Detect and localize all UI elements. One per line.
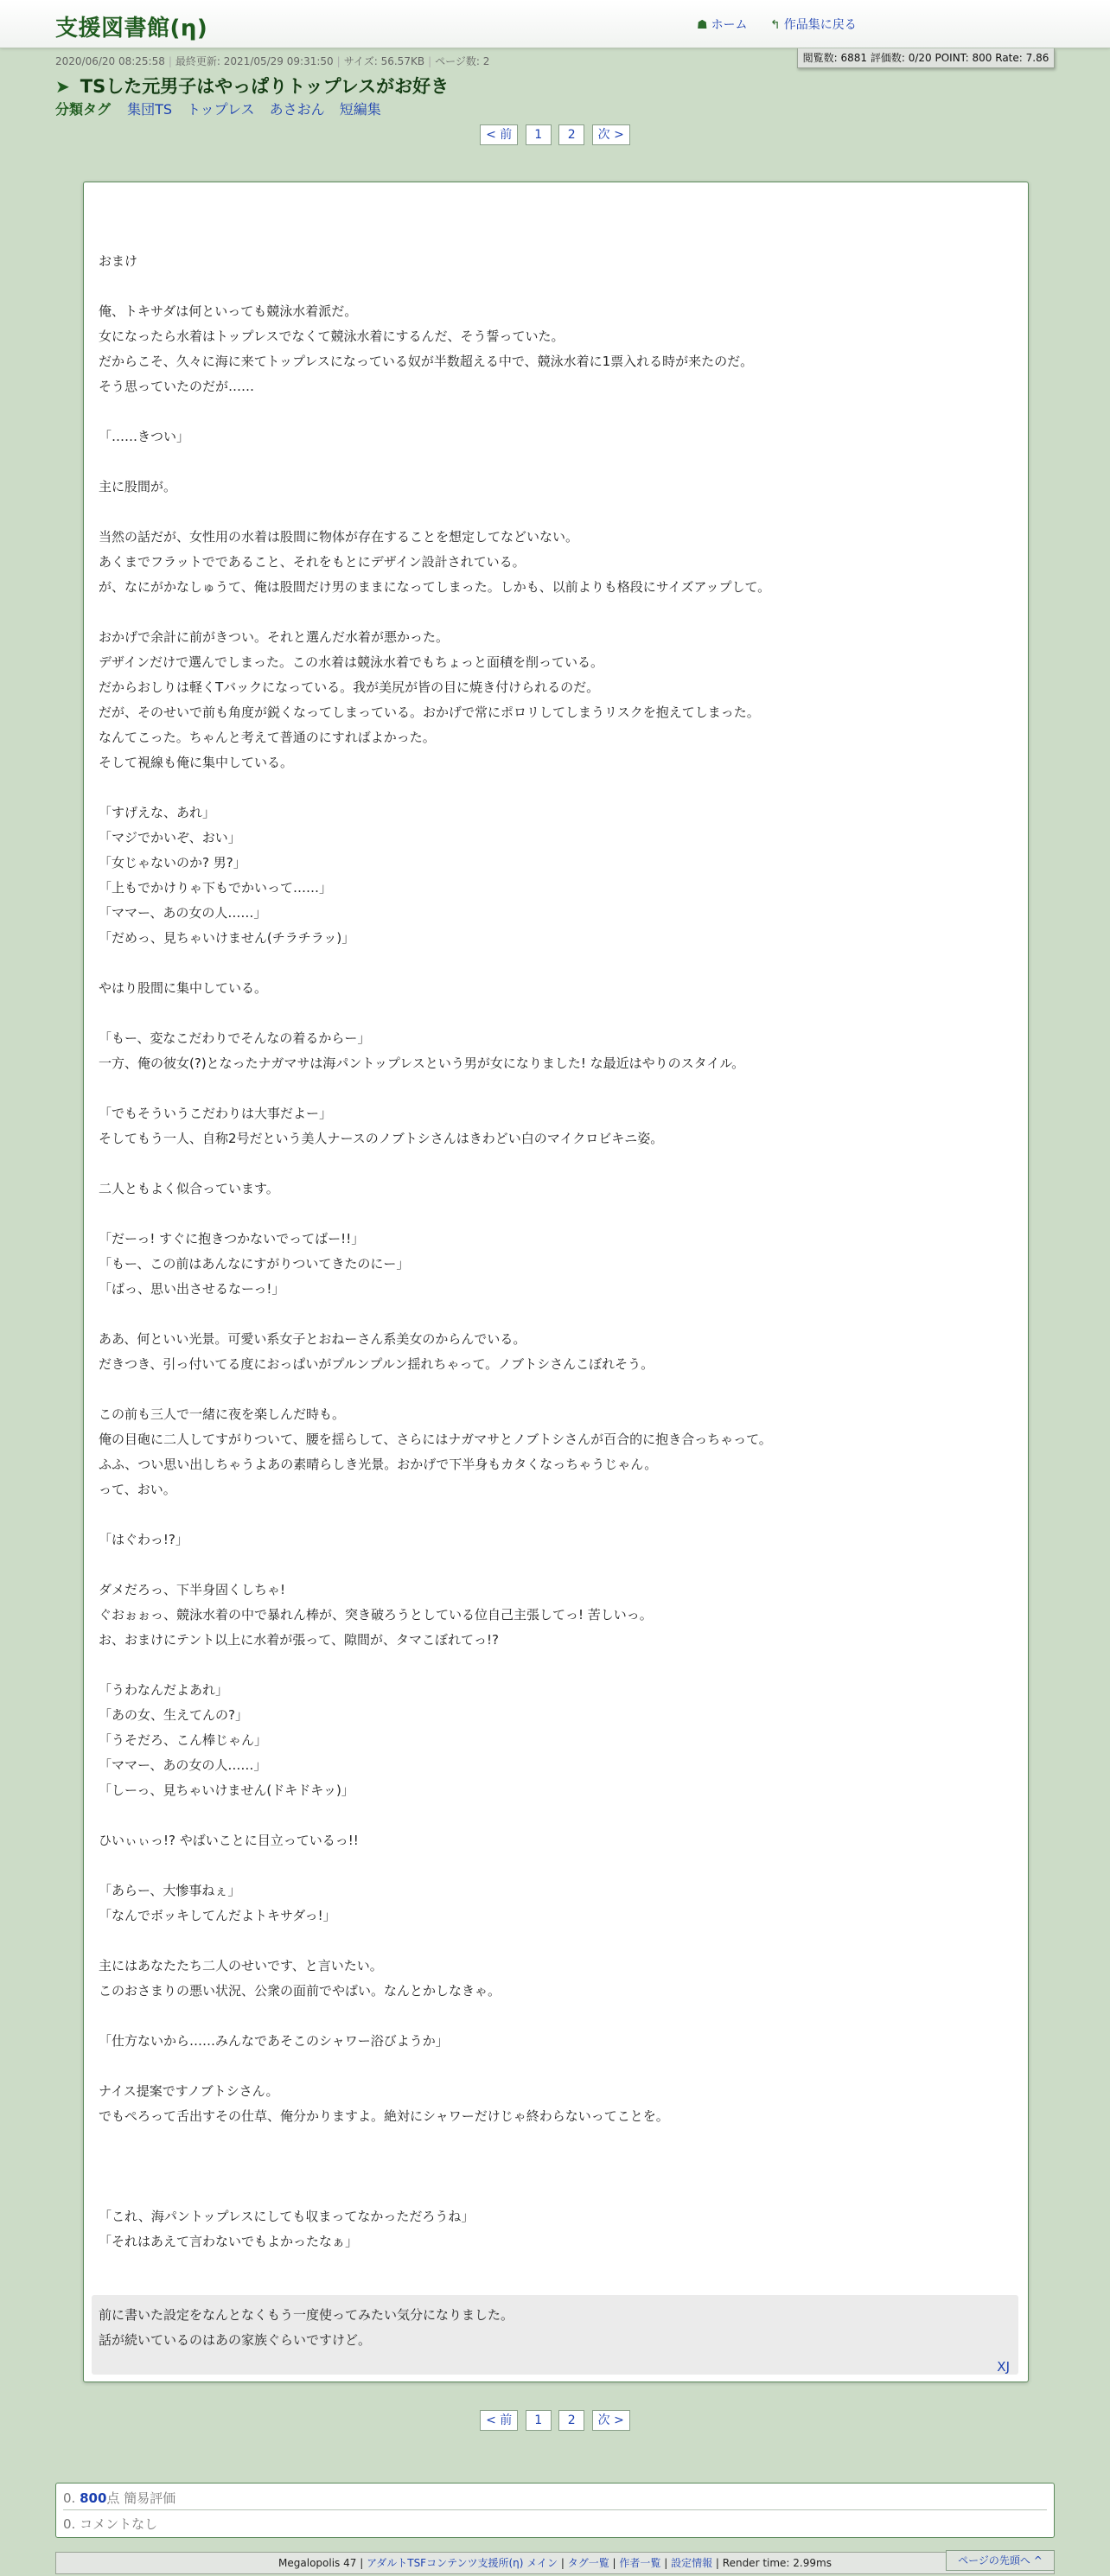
story-line: おかげで余計に前がきつい。それと選んだ水着が悪かった。 [99,629,450,645]
story-line: 「でもそういうこだわりは大事だよー」 [99,1106,333,1121]
story-line: 一方、俺の彼女(?)となったナガマサは海パントップレスという男が女になりました! な最近はやりのスタイル。 [99,1055,745,1071]
blank-line [99,1803,1015,1828]
chevron-right-icon: ➤ [55,76,70,97]
story-line: ああ、何といい光景。可愛い系女子とおねーさん系美女のからんでいる。 [99,1331,526,1347]
comments-box [55,2483,1055,2538]
story-line: 「すげえな、あれ」 [99,805,216,820]
story-box [83,182,1029,2382]
footer-settings-link[interactable]: 設定情報 [671,2557,713,2569]
blank-line [99,2179,1015,2204]
footer-main-link[interactable]: アダルトTSFコンテンツ支援所(η) メイン [367,2557,558,2569]
story-line: 「はぐわっ!?」 [99,1532,188,1547]
story-line: 俺、トキサダは何といっても競泳水着派だ。 [99,303,358,319]
afterword-line: 前に書いた設定をなんとなくもう一度使ってみたい気分になりました。 [99,2307,514,2323]
stats-box: 閲覧数: 6881 評価数: 0/20 POINT: 800 Rate: 7.86 [797,48,1055,68]
blank-line [99,1653,1015,1678]
page-2-button[interactable]: 2 [558,124,584,145]
page-count: ページ数: 2 [435,55,490,67]
blank-line [99,500,1015,525]
story-line: 「だめっ、見ちゃいけません(チラチラッ)」 [99,930,355,946]
page-1-button[interactable]: 1 [526,124,552,145]
page-2-button[interactable]: 2 [558,2410,584,2431]
blank-line [99,600,1015,625]
blank-line [99,2154,1015,2179]
story-line: 「なんでボッキしてんだよトキサダっ!」 [99,1908,336,1923]
story-line: おまけ [99,253,138,269]
story-line: このおさまりの悪い状況、公衆の面前でやばい。なんとかしなきゃ。 [99,1983,501,1999]
blank-line [99,1151,1015,1176]
story-line: 「ばっ、思い出させるなーっ!」 [99,1281,285,1297]
blank-line [99,1853,1015,1878]
home-icon: ☗ [697,18,708,32]
story-line: 「あらー、大惨事ねぇ」 [99,1883,241,1898]
tag-list [55,99,392,118]
pager-bottom [0,2410,1110,2431]
story-line: でもぺろって舌出すその仕草、俺分かりますよ。絶対にシャワーだけじゃ終わらないってことを。 [99,2108,669,2124]
story-line: 「しーっ、見ちゃいけません(ドキドキッ)」 [99,1782,354,1798]
author-link[interactable]: XJ [997,2359,1010,2375]
top-bar [0,0,1110,48]
story-title [55,73,449,99]
blank-line [99,1001,1015,1026]
site-title[interactable]: 支援図書館(η) [55,16,208,41]
story-line: だきつき、引っ付いてる度におっぱいがプルンプルン揺れちゃって。ノブトシさんこぼれそう。 [99,1356,654,1372]
back-to-collection-link[interactable]: 作品集に戻る [783,18,857,32]
tag-link[interactable]: トップレス [187,101,255,118]
story-line: 俺の目砲に二人してすがりついて、腰を揺らして、さらにはナガマサとノブトシさんが百合的に抱き合っちゃって。 [99,1431,772,1447]
updated-date: 最終更新: 2021/05/29 09:31:50 [175,55,334,67]
story-line: ひいぃぃっ!? やばいことに目立っているっ!! [99,1833,359,1848]
story-line: 「……きつい」 [99,429,190,444]
story-line: 「ママー、あの女の人……」 [99,1757,267,1773]
next-page-button[interactable]: 次 > [592,124,630,145]
story-line: って、おい。 [99,1482,176,1497]
story-line: 「これ、海パントップレスにしても収まってなかっただろうね」 [99,2209,475,2224]
afterword-line: 話が続いているのはあの家族ぐらいですけど。 [99,2332,372,2348]
story-line: 「上もでかけりゃ下もでかいって……」 [99,880,333,896]
blank-line [99,1076,1015,1101]
blank-line [99,1553,1015,1578]
story-line: 主に股間が。 [99,479,177,494]
blank-line [99,1929,1015,1954]
story-line: だからこそ、久々に海に来てトップレスになっている奴が半数超える中で、競泳水着に1票入れる時が来たのだ。 [99,354,754,369]
story-line: 「もー、変なこだわりでそんなの着るからー」 [99,1030,371,1046]
story-line: 主にはあなたたち二人のせいです、と言いたい。 [99,1958,383,1973]
story-line: 「うそだろ、こん棒じゃん」 [99,1732,268,1748]
story-line: 当然の話だが、女性用の水着は股間に物体が存在することを想定してなどいない。 [99,529,579,545]
blank-line [99,2054,1015,2079]
story-line: お、おまけにテント以上に水着が張って、隙間が、タマこぼれてっ!? [99,1632,499,1648]
blank-line [99,399,1015,424]
top-nav [697,16,876,33]
story-line: 「女じゃないのか? 男?」 [99,855,246,870]
story-line: 「もー、この前はあんなにすがりついてきたのにー」 [99,1256,410,1272]
story-line: ナイス提案ですノブトシさん。 [99,2083,279,2099]
story-line: 「うわなんだよあれ」 [99,1682,229,1698]
back-to-top-button[interactable]: ページの先頭へ ^ [946,2550,1055,2571]
posted-date: 2020/06/20 08:25:58 [55,55,165,67]
tag-link[interactable]: 集団TS [127,101,173,118]
afterword [92,2295,1018,2375]
story-line: ぐおぉぉっ、競泳水着の中で暴れん棒が、突き破ろうとしている位自己主張してっ! 苦しいっ。 [99,1607,653,1623]
blank-line [99,1502,1015,1527]
tag-link[interactable]: あさおん [269,101,325,118]
story-line: が、なにがかなしゅうて、俺は股間だけ男のままになってしまった。しかも、以前よりも格段にサイズアップして。 [99,579,771,595]
comment-summary: 0. コメントなし [63,2516,158,2532]
story-line: ふふ、つい思い出しちゃうよあの素晴らしき光景。おかげで下半身もカタくなっちゃうじゃん。 [99,1457,658,1472]
story-line: だが、そのせいで前も角度が鋭くなってしまっている。おかげで常にポロリしてしまうリスクを抱えてしまった。 [99,705,760,720]
blank-line [99,951,1015,976]
story-line: そして視線も俺に集中している。 [99,755,294,770]
story-line: デザインだけで選んでしまった。この水着は競泳水着でもちょっと面積を削っている。 [99,654,603,670]
rating-points: 800 [80,2490,107,2506]
blank-line [99,274,1015,299]
story-line: 「それはあえて言わないでもよかったなぁ」 [99,2234,359,2249]
story-line: そしてもう一人、自称2号だという美人ナースのノブトシさんはきわどい白のマイクロビキニ姿。 [99,1131,664,1146]
story-line: 「マジでかいぞ、おい」 [99,830,241,845]
file-size: サイズ: 56.57KB [343,55,425,67]
prev-page-button[interactable]: < 前 [480,2410,518,2431]
tag-label: 分類タグ [55,101,112,118]
story-line: なんてこった。ちゃんと考えて普通のにすればよかった。 [99,730,436,745]
footer-tags-link[interactable]: タグ一覧 [567,2557,609,2569]
tag-link[interactable]: 短編集 [339,101,381,118]
blank-line [99,450,1015,475]
story-body [99,249,1015,2254]
prev-page-button[interactable]: < 前 [480,124,518,145]
story-meta: 2020/06/20 08:25:58 | 最終更新: 2021/05/29 09:31:50 | サイズ: 56.57KB | ページ数: 2 [55,55,490,67]
blank-line [99,2129,1015,2154]
story-line: 「あの女、生えてんの?」 [99,1707,248,1723]
blank-line [99,1377,1015,1402]
blank-line [99,2004,1015,2029]
next-page-button[interactable]: 次 > [592,2410,630,2431]
story-line: 女になったら水着はトップレスでなくて競泳水着にするんだ、そう誓っていた。 [99,328,565,344]
story-line: あくまでフラットでであること、それをもとにデザイン設計されている。 [99,554,526,570]
story-line: 二人ともよく似合っています。 [99,1181,279,1196]
footer-authors-link[interactable]: 作者一覧 [619,2557,661,2569]
divider [63,2509,1047,2510]
story-line: やはり股間に集中している。 [99,980,268,996]
blank-line [99,1202,1015,1227]
pager-top [0,124,1110,145]
rating-summary: 0. 800点 簡易評価 [63,2490,176,2506]
return-icon: ↰ [770,18,781,32]
story-line: だからおしりは軽くTバックになっている。我が美尻が皆の目に焼き付けられるのだ。 [99,679,600,695]
blank-line [99,1302,1015,1327]
home-link[interactable]: ホーム [711,18,748,32]
story-line: 「ママー、あの女の人……」 [99,905,267,921]
footer: Megalopolis 47 | アダルトTSFコンテンツ支援所(η) メイン | タグ一覧 | 作者一覧 | 設定情報 | Render time: 2.99ms [55,2552,1055,2574]
story-title-text: TSした元男子はやっぱりトップレスがお好き [80,76,450,97]
story-line: 「だーっ! すぐに抱きつかないでってばー!!」 [99,1231,365,1247]
story-line: 「仕方ないから……みんなであそこのシャワー浴びようか」 [99,2033,449,2049]
page-1-button[interactable]: 1 [526,2410,552,2431]
story-line: そう思っていたのだが…… [99,379,255,394]
blank-line [99,775,1015,800]
story-line: この前も三人で一緒に夜を楽しんだ時も。 [99,1406,346,1422]
story-line: ダメだろっ、下半身固くしちゃ! [99,1582,286,1597]
